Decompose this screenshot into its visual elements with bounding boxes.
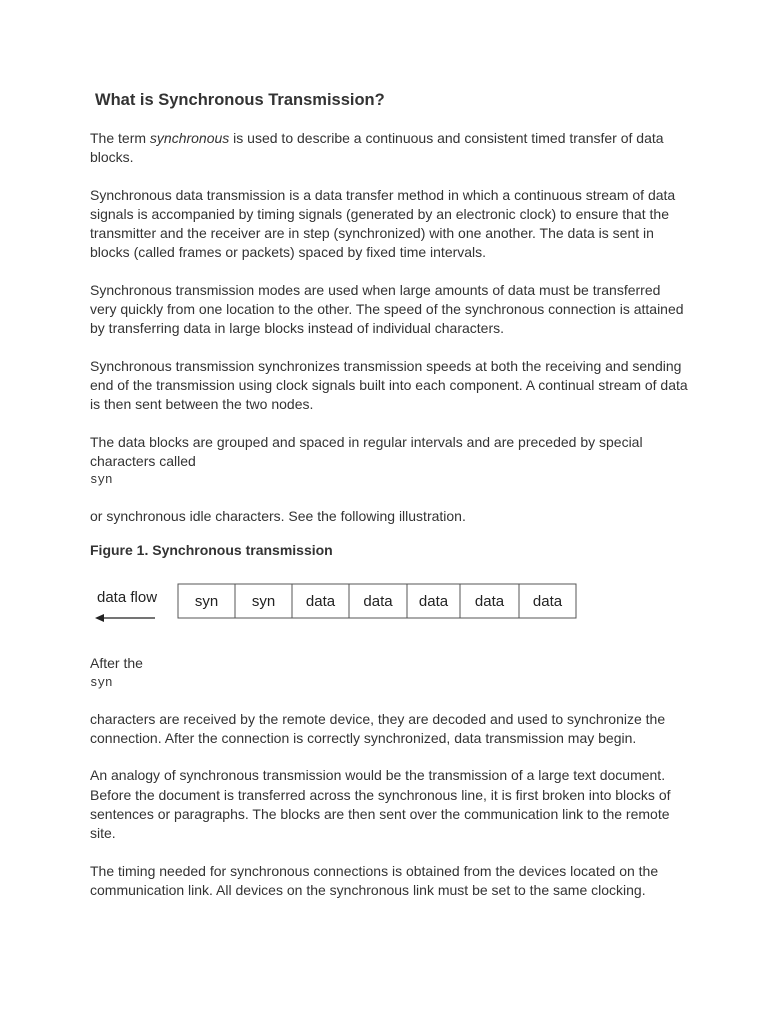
frame-block-label: syn — [251, 593, 276, 611]
frame-block-label: syn — [194, 593, 219, 611]
diagram-svg — [90, 576, 590, 634]
paragraph-decoded: characters are received by the remote device, they are decoded and used to synchronize the connection. After the connection is correctly synchronized, data transmission may begin. — [90, 710, 666, 747]
figure-caption: Figure 1. Synchronous transmission — [90, 542, 333, 559]
document-page — [90, 88, 690, 918]
paragraph-idle-chars: or synchronous idle characters. See the following illustration. — [90, 508, 466, 525]
term-synchronous: synchronous — [149, 130, 230, 146]
after-text: After the — [90, 655, 143, 672]
sync-transmission-diagram — [90, 576, 590, 634]
frame-block-label: data — [363, 593, 393, 611]
frame-block-label: data — [474, 593, 505, 611]
data-blocks-text: The data blocks are grouped and spaced in regular intervals and are preceded by special characters called — [90, 433, 643, 469]
page-title: What is Synchronous Transmission? — [95, 91, 385, 109]
frame-block-label: data — [532, 593, 563, 611]
paragraph-modes: Synchronous transmission modes are used when large amounts of data must be transferred very quickly from one location to the other. The speed of the synchronous connection is attained by transferring data in large blocks instead of individual characters. — [90, 281, 684, 337]
paragraph-after — [90, 654, 690, 691]
syn-code: syn — [90, 473, 113, 488]
frame-block-label: data — [418, 593, 449, 611]
paragraph-timing: The timing needed for synchronous connections is obtained from the devices located on the communication link. All devices on the synchronous link must be set to the same clocking. — [90, 862, 659, 898]
definition-text-start: The term — [90, 130, 150, 146]
paragraph-data-blocks — [90, 433, 690, 490]
data-flow-label: data flow — [97, 589, 158, 607]
paragraph-analogy: An analogy of synchronous transmission would be the transmission of a large text document. Before the document is transferred across the synchronous line, it is first broken into blocks of sentences or paragraphs. The blocks are then sent over the communication link to the remote site. — [90, 767, 671, 842]
definition-text-end: is used to describe a continuous and consistent timed transfer of data blocks. — [90, 130, 664, 166]
syn-code-2: syn — [90, 675, 113, 690]
paragraph-method: Synchronous data transmission is a data transfer method in which a continuous stream of data signals is accompanied by timing signals (generated by an electronic clock) to ensure that the transmitter and the receiver are in step (synchronized) with one another. The data is sent in blocks (called frames or packets) spaced by fixed time intervals. — [90, 186, 676, 261]
left-arrow-icon — [95, 614, 155, 622]
paragraph-clock-signals: Synchronous transmission synchronizes transmission speeds at both the receiving and sending end of the transmission using clock signals built into each component. A continual stream of data is then sent between the two nodes. — [90, 357, 688, 413]
frame-block-label: data — [305, 593, 336, 611]
paragraph-definition — [90, 129, 690, 168]
frame-blocks — [178, 584, 576, 618]
